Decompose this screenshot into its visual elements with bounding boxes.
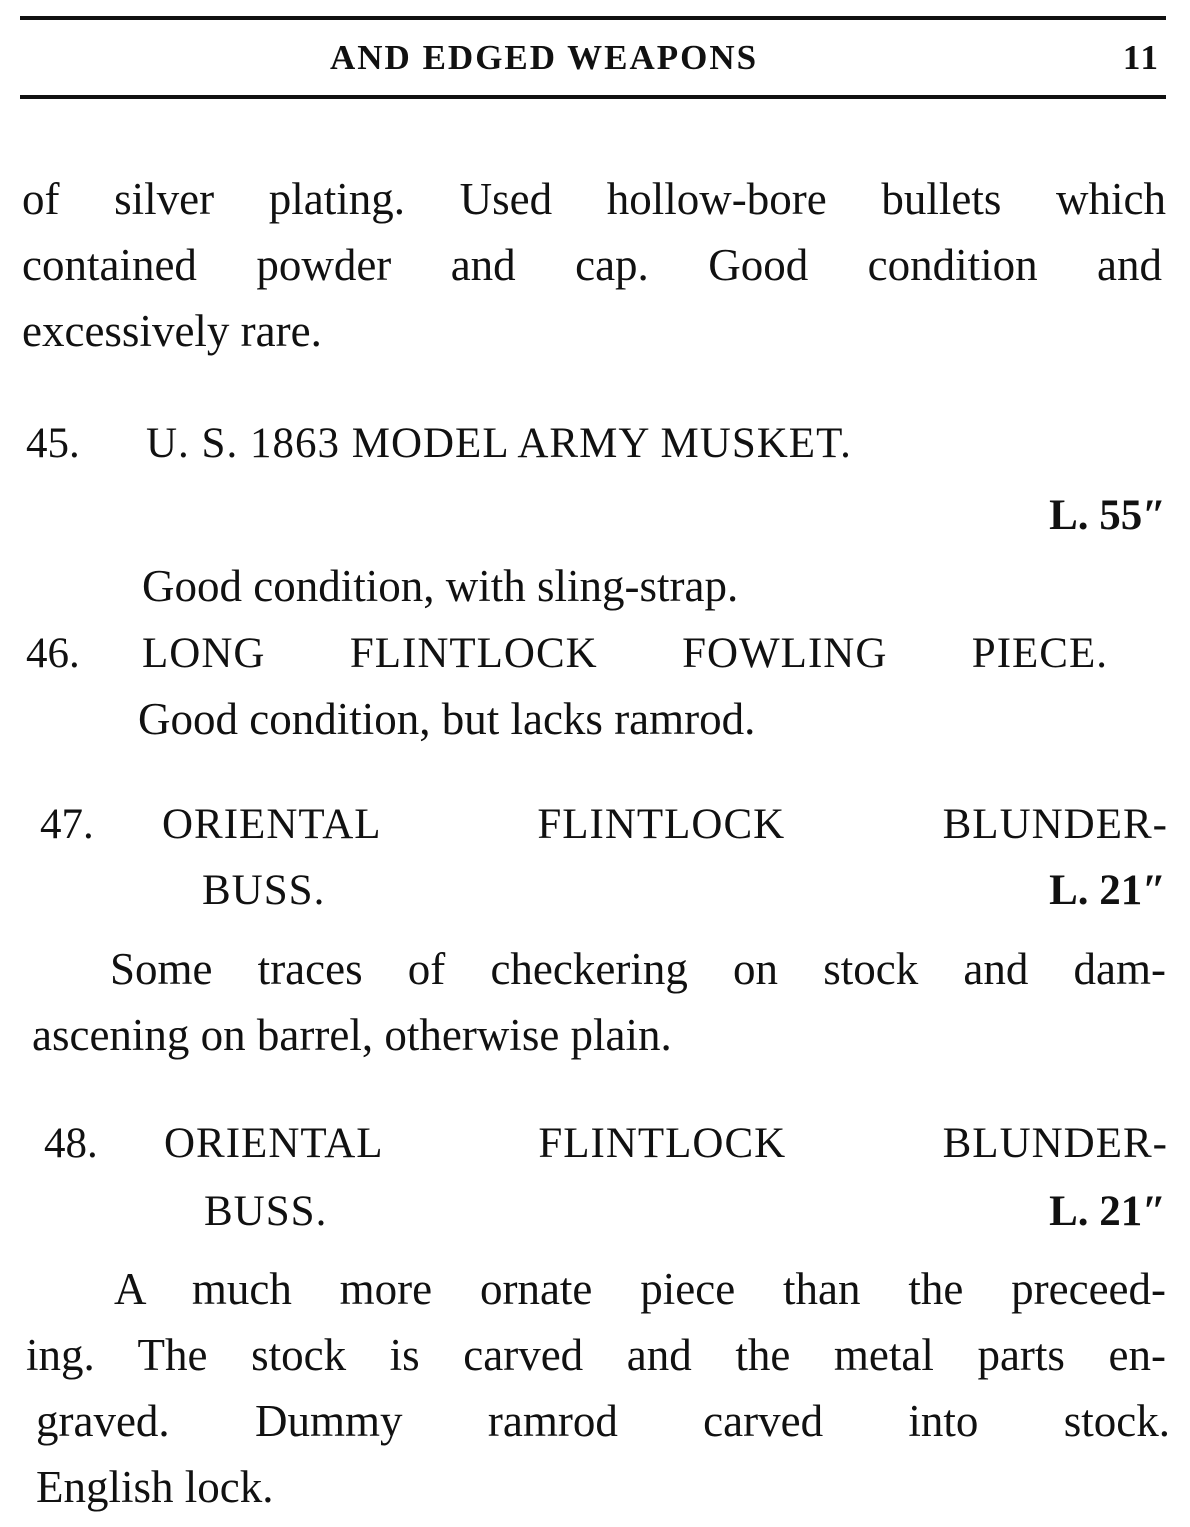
item-46-description: Good condition, but lacks ramrod. xyxy=(138,694,756,744)
item-45-length: L. 55″ xyxy=(1049,492,1166,539)
item-47-description-line-2: ascening on barrel, otherwise plain. xyxy=(32,1010,672,1060)
item-46-number: 46. xyxy=(26,630,80,677)
item-48-title-line-2: BUSS. xyxy=(204,1188,328,1235)
item-47-description-line-1: Some traces of checkering on stock and dam- xyxy=(110,944,1166,994)
item-48-description-line-2: ing. The stock is carved and the metal parts en- xyxy=(26,1330,1166,1380)
item-48-description-line-1: A much more ornate piece than the preceed- xyxy=(114,1264,1166,1314)
running-title: AND EDGED WEAPONS xyxy=(330,38,759,77)
item-47-number: 47. xyxy=(40,801,94,848)
item-45-description: Good condition, with sling-strap. xyxy=(142,561,739,611)
item-48-title-line-1: ORIENTAL FLINTLOCK BLUNDER- xyxy=(164,1120,1168,1167)
header-rule-top xyxy=(20,16,1166,20)
item-46-title: LONG FLINTLOCK FOWLING PIECE. xyxy=(142,630,1108,677)
item-48-length: L. 21″ xyxy=(1049,1188,1166,1235)
item-47-length: L. 21″ xyxy=(1049,867,1166,914)
intro-line-1: of silver plating. Used hollow-bore bullets which xyxy=(22,174,1166,224)
item-48-description-line-4: English lock. xyxy=(36,1462,274,1512)
item-48-number: 48. xyxy=(44,1120,98,1167)
header-rule-bottom xyxy=(20,95,1166,99)
item-45-number: 45. xyxy=(26,420,80,467)
item-48-description-line-3: graved. Dummy ramrod carved into stock. xyxy=(36,1396,1170,1446)
item-47-title-line-1: ORIENTAL FLINTLOCK BLUNDER- xyxy=(162,801,1168,848)
item-47-title-line-2: BUSS. xyxy=(202,867,326,914)
item-45-title: U. S. 1863 MODEL ARMY MUSKET. xyxy=(146,420,852,467)
running-header xyxy=(0,38,1160,88)
intro-line-3: excessively rare. xyxy=(22,306,322,356)
intro-line-2: contained powder and cap. Good condition and xyxy=(22,240,1162,290)
page-number: 11 xyxy=(1122,38,1160,77)
